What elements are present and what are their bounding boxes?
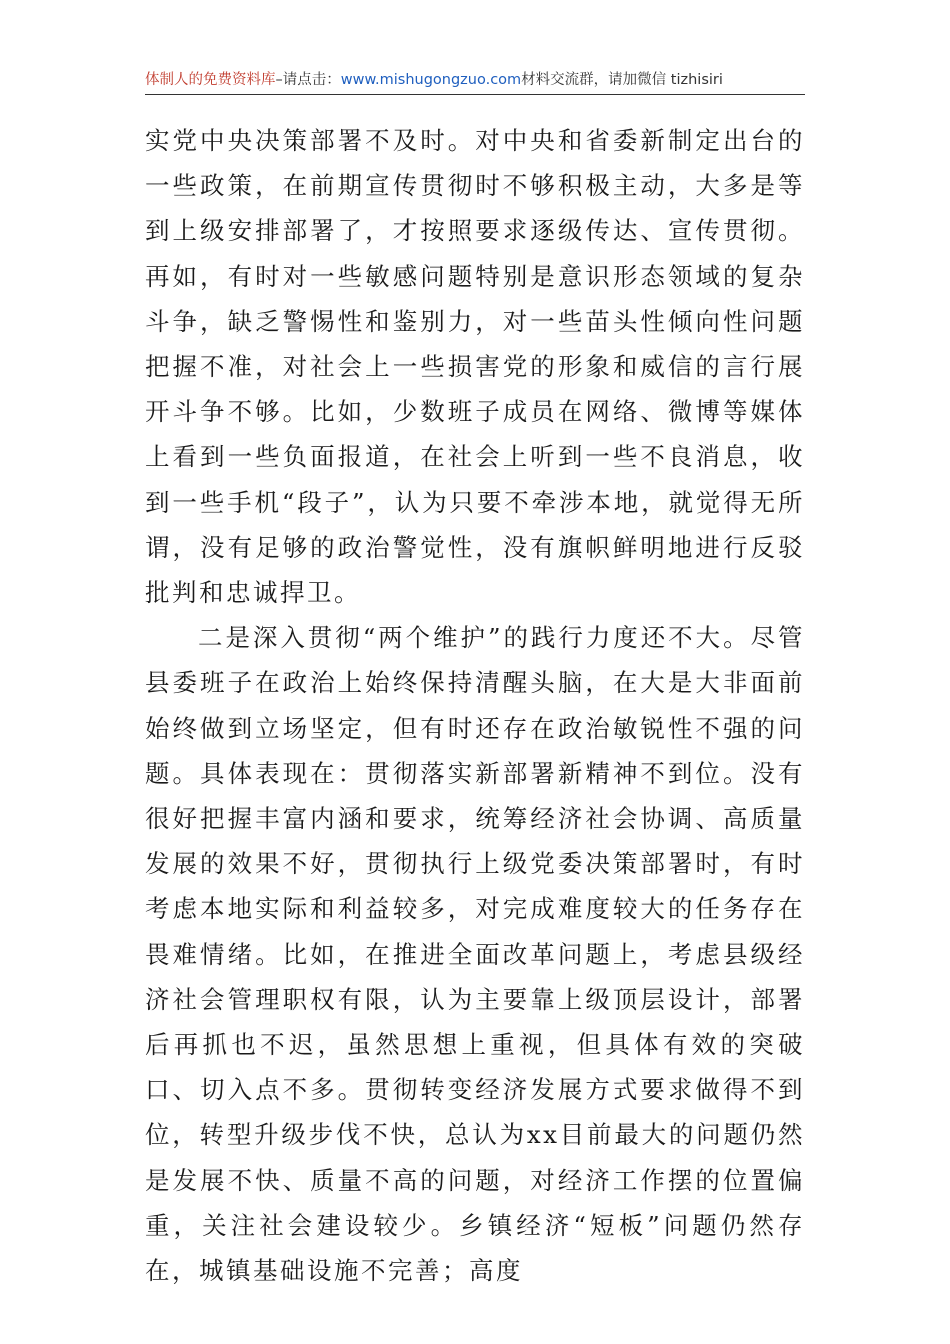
paragraph-1: 实党中央决策部署不及时。对中央和省委新制定出台的一些政策，在前期宣传贯彻时不够积极主动，大多是等到上级安排部署了，才按照要求逐级传达、宣传贯彻。再如，有时对一些敏感问题特别是意识形态领域的复杂斗争，缺乏警惕性和鉴别力，对一些苗头性倾向性问题把握不准，对社会上一些损害党的形象和威信的言行展开斗争不够。比如，少数班子成员在网络、微博等媒体上看到一些负面报道，在社会上听到一些不良消息，收到一些手机“段子”，认为只要不牵涉本地，就觉得无所谓，没有足够的政治警觉性，没有旗帜鲜明地进行反驳批判和忠诚捍卫。 <box>145 126 805 608</box>
document-body <box>145 118 805 1293</box>
header-link[interactable]: www.mishugongzuo.com <box>340 72 522 88</box>
header-prompt: –请点击： <box>275 72 341 88</box>
header-brand: 体制人的免费资料库 <box>145 72 276 88</box>
header-note: 材料交流群，请加微信 tizhisiri <box>521 72 723 88</box>
page-header <box>145 66 805 95</box>
paragraph-2: 二是深入贯彻“两个维护”的践行力度还不大。尽管县委班子在政治上始终保持清醒头脑，在大是大非面前始终做到立场坚定，但有时还存在政治敏锐性不强的问题。具体表现在：贯彻落实新部署新精神不到位。没有很好把握丰富内涵和要求，统筹经济社会协调、高质量发展的效果不好，贯彻执行上级党委决策部署时，有时考虑本地实际和利益较多，对完成难度较大的任务存在畏难情绪。比如，在推进全面改革问题上，考虑县级经济社会管理职权有限，认为主要靠上级顶层设计，部署后再抓也不迟，虽然思想上重视，但具体有效的突破口、切入点不多。贯彻转变经济发展方式要求做得不到位，转型升级步伐不快，总认为xx目前最大的问题仍然是发展不快、质量不高的问题，对经济工作摆的位置偏重，关注社会建设较少。乡镇经济“短板”问题仍然存在，城镇基础设施不完善；高度 <box>145 623 805 1286</box>
